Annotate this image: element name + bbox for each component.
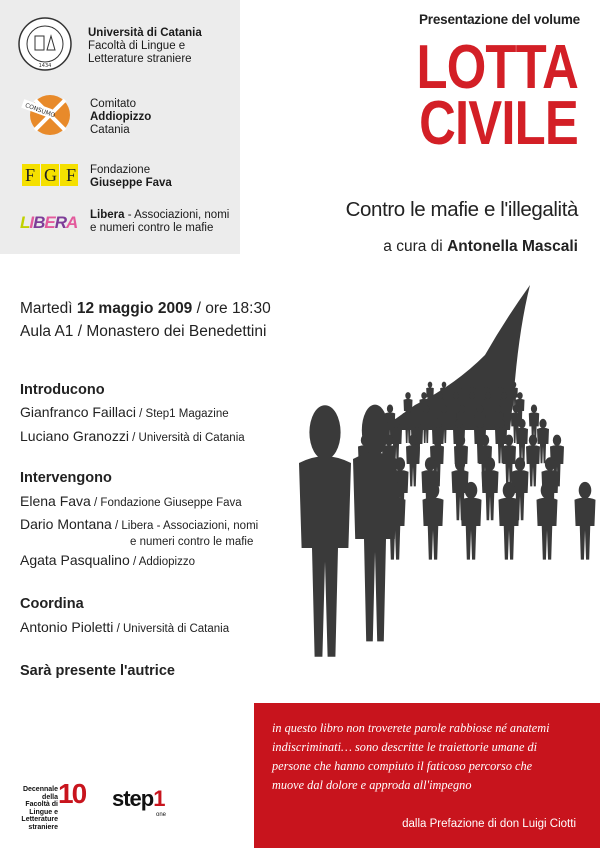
fgf-logo-icon: FGF: [22, 164, 78, 186]
fava-line1: Fondazione: [90, 164, 151, 176]
pretitle: Presentazione del volume: [418, 12, 580, 27]
unict-name: Università di Catania: [88, 27, 202, 39]
addiopizzo-line1: Comitato: [90, 98, 137, 110]
addiopizzo-logo-icon: [20, 90, 76, 140]
event-place: Aula A1 / Monastero dei Benedettini: [20, 323, 267, 340]
speaker-affiliation: / Step1 Magazine: [135, 408, 229, 420]
unict-line3: Letterature straniere: [88, 53, 192, 65]
quote-line: indiscriminati… sono descritte le traiettorie umane di: [272, 740, 538, 754]
curator: [383, 238, 578, 256]
speaker-row: [20, 619, 229, 635]
speaker-affiliation: / Università di Catania: [113, 623, 230, 635]
quote-box: [254, 703, 600, 848]
university-seal-icon: [17, 16, 73, 72]
libera-line1: - Associazioni, nomi: [124, 209, 230, 221]
addiopizzo-name: Addiopizzo: [90, 111, 152, 123]
event-date: [20, 300, 271, 318]
decennale-number: 10: [58, 778, 86, 809]
book-title: [381, 33, 578, 158]
step1-logo: step1: [112, 786, 165, 811]
speaker-affiliation: / Libera - Associazioni, nomi: [111, 520, 259, 532]
speaker-row: [20, 493, 242, 509]
svg-text:CONSUMO: CONSUMO: [24, 102, 57, 120]
libera-name: Libera: [90, 209, 125, 221]
libera-line2: e numeri contro le mafie: [90, 222, 214, 234]
speaker-row: [20, 428, 245, 444]
step1-sub: one: [156, 812, 167, 818]
event-date-value: 12 maggio 2009: [76, 300, 193, 317]
intervengono-heading: Intervengono: [20, 470, 112, 486]
speaker-row: [20, 516, 258, 532]
closing-note: Sarà presente l'autrice: [20, 663, 175, 679]
speaker-name: Elena Fava: [20, 493, 91, 509]
speaker-name: Dario Montana: [20, 516, 112, 532]
crowd-illustration: [280, 280, 596, 672]
sponsor-panel: [0, 0, 240, 254]
quote-line: persone che hanno compiuto il faticoso percorso che: [272, 759, 533, 773]
svg-text:1434: 1434: [38, 63, 52, 69]
fava-name: Giuseppe Fava: [90, 177, 172, 189]
quote-line: muove dal dolore e approda all'impegno: [272, 778, 472, 792]
speaker-affiliation: / Università di Catania: [128, 432, 245, 444]
decennale-logo: Decennale della Facoltà di Lingue e Letterature straniere 10: [21, 778, 86, 831]
curator-name: Antonella Mascali: [447, 238, 578, 255]
addiopizzo-line3: Catania: [90, 124, 130, 136]
coordina-heading: Coordina: [20, 596, 84, 612]
speaker-affiliation: / Fondazione Giuseppe Fava: [90, 497, 242, 509]
speaker-name: Agata Pasqualino: [20, 552, 130, 568]
speaker-affiliation: / Addiopizzo: [129, 556, 195, 568]
event-time: / ore 18:30: [192, 300, 271, 317]
event-day: Martedì: [20, 300, 77, 317]
speaker-row: [20, 552, 195, 568]
curator-prefix: a cura di: [383, 238, 448, 255]
libera-logo-icon: LIBERA: [20, 213, 78, 232]
speaker-name: Luciano Granozzi: [20, 428, 129, 444]
quote-source: dalla Prefazione di don Luigi Ciotti: [402, 818, 576, 830]
speaker-name: Gianfranco Faillaci: [20, 404, 136, 420]
title-line1: LOTTA: [416, 33, 578, 102]
subtitle: Contro le mafie e l'illegalità: [345, 198, 578, 221]
speaker-affiliation-cont: e numeri contro le mafie: [130, 536, 254, 548]
quote-line: in questo libro non troverete parole rabbiose né anatemi: [272, 721, 550, 735]
speaker-name: Antonio Pioletti: [20, 619, 114, 635]
introducono-heading: Introducono: [20, 382, 105, 398]
title-line2: CIVILE: [419, 89, 578, 158]
unict-line2: Facoltà di Lingue e: [88, 40, 186, 52]
speaker-row: [20, 404, 229, 420]
